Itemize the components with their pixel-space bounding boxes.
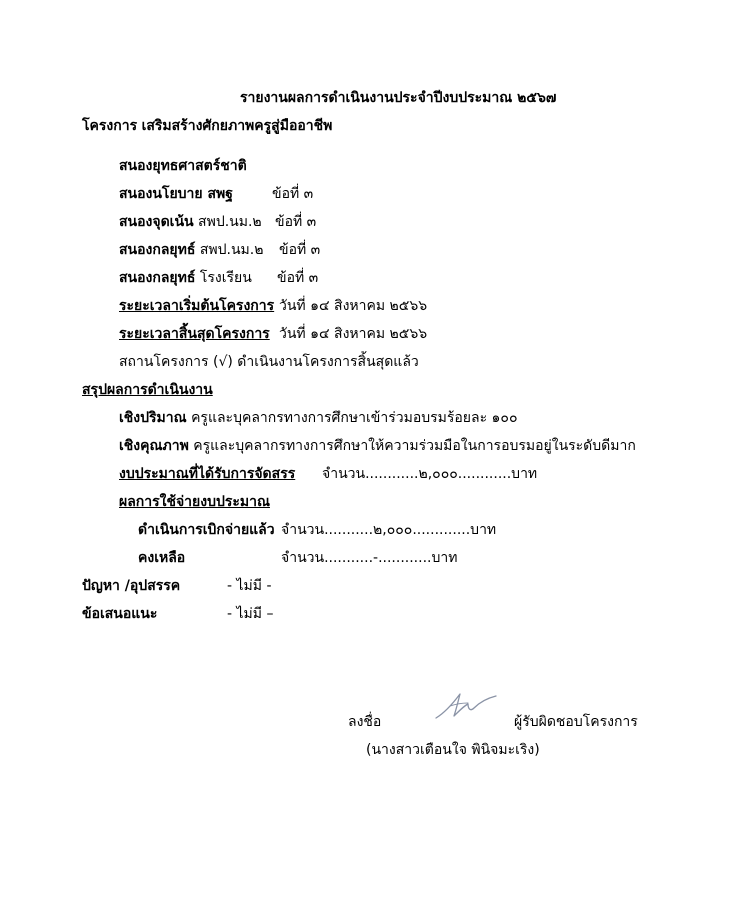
remaining-label: คงเหลือ bbox=[138, 550, 186, 566]
signature-role: ผู้รับผิดชอบโครงการ bbox=[514, 714, 638, 730]
signatory-name: (นางสาวเตือนใจ พินิจมะเริง) bbox=[366, 742, 540, 758]
strategy-school-org: โรงเรียน bbox=[199, 270, 252, 286]
handwritten-signature bbox=[432, 688, 498, 722]
spent-value: จำนวน...........๒,๐๐๐.............บาท bbox=[281, 522, 497, 538]
national-strategy: สนองยุทธศาสตร์ชาติ bbox=[119, 158, 247, 174]
focus-line bbox=[119, 212, 262, 232]
focus-org: สพป.นม.๒ bbox=[198, 214, 262, 230]
project-line bbox=[82, 116, 332, 136]
strategy-area-label: สนองกลยุทธ์ bbox=[119, 242, 196, 258]
start-period-value: วันที่ ๑๔ สิงหาคม ๒๕๖๖ bbox=[279, 298, 428, 314]
spent-label: ดำเนินการเบิกจ่ายแล้ว bbox=[138, 522, 275, 538]
strategy-area-item: ข้อที่ ๓ bbox=[279, 242, 321, 258]
end-period-label: ระยะเวลาสิ้นสุดโครงการ bbox=[119, 326, 270, 342]
strategy-school-item: ข้อที่ ๓ bbox=[277, 270, 319, 286]
remaining-value: จำนวน...........-............บาท bbox=[281, 550, 458, 566]
focus-label: สนองจุดเน้น bbox=[119, 214, 194, 230]
spending-heading: ผลการใช้จ่ายงบประมาณ bbox=[119, 494, 270, 510]
project-label: โครงการ bbox=[82, 118, 138, 134]
page-title: รายงานผลการดำเนินงานประจำปีงบประมาณ ๒๕๖๗ bbox=[240, 90, 557, 106]
quality-label: เชิงคุณภาพ bbox=[119, 438, 189, 454]
summary-heading: สรุปผลการดำเนินงาน bbox=[82, 382, 213, 398]
policy-item: ข้อที่ ๓ bbox=[272, 186, 314, 202]
suggestions-label: ข้อเสนอแนะ bbox=[82, 606, 158, 622]
strategy-area-line bbox=[119, 240, 263, 260]
end-period-value: วันที่ ๑๔ สิงหาคม ๒๕๖๖ bbox=[279, 326, 428, 342]
start-period-label: ระยะเวลาเริ่มต้นโครงการ bbox=[119, 298, 275, 314]
project-status: สถานโครงการ (√) ดำเนินงานโครงการสิ้นสุดแล้ว bbox=[119, 354, 419, 370]
policy-label: สนองนโยบาย สพฐ bbox=[119, 186, 233, 202]
problems-value: - ไม่มี - bbox=[227, 578, 272, 594]
strategy-school-line bbox=[119, 268, 252, 288]
suggestions-value: - ไม่มี – bbox=[227, 606, 274, 622]
quantity-label: เชิงปริมาณ bbox=[119, 410, 187, 426]
strategy-school-label: สนองกลยุทธ์ bbox=[119, 270, 196, 286]
quantity-line bbox=[119, 408, 518, 428]
quantity-text: ครูและบุคลากรทางการศึกษาเข้าร่วมอบรมร้อยละ ๑๐๐ bbox=[191, 410, 518, 426]
quality-line bbox=[119, 436, 636, 456]
problems-label: ปัญหา /อุปสรรค bbox=[82, 578, 181, 594]
budget-label: งบประมาณที่ได้รับการจัดสรร bbox=[119, 466, 296, 482]
quality-text: ครูและบุคลากรทางการศึกษาให้ความร่วมมือในการอบรมอยู่ในระดับดีมาก bbox=[193, 438, 636, 454]
strategy-area-org: สพป.นม.๒ bbox=[199, 242, 264, 258]
budget-value: จำนวน............๒,๐๐๐............บาท bbox=[322, 466, 538, 482]
sign-label: ลงชื่อ bbox=[348, 714, 382, 730]
project-name: เสริมสร้างศักยภาพครูสู่มืออาชีพ bbox=[141, 118, 333, 134]
focus-item: ข้อที่ ๓ bbox=[275, 214, 317, 230]
